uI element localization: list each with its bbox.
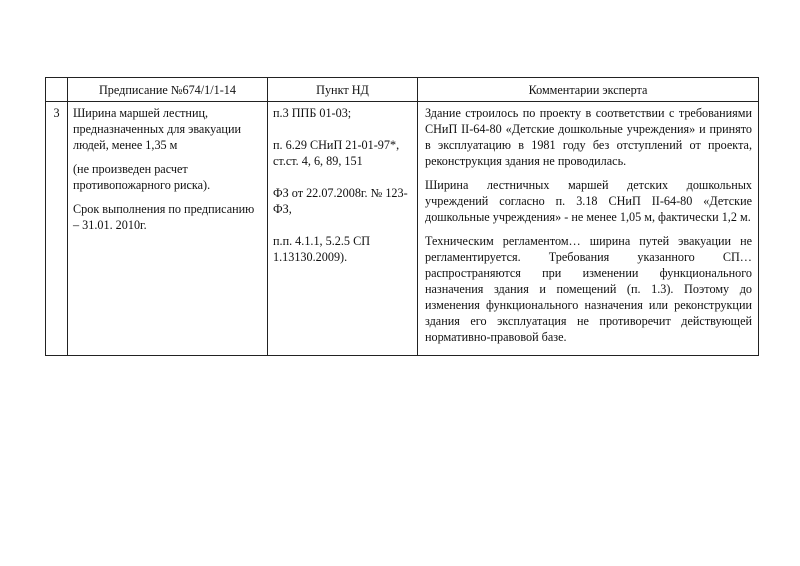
expert-review-table: [45, 77, 759, 356]
requirement-deadline: Срок выполнения по предписанию – 31.01. 2010г.: [73, 202, 255, 232]
requirement-note: (не произведен расчет противопожарного риска).: [73, 162, 211, 192]
requirement-cell: [68, 102, 268, 356]
comment-paragraph: Здание строилось по проекту в соответствии с требованиями СНиП II-64-80 «Детские дошкольные учреждения» и принято в эксплуатацию в 1981 году без отступлений от проекта, реконструкция здания не проводилась.: [425, 106, 752, 168]
comment-paragraph: Ширина лестничных маршей детских дошкольных учреждений согласно п. 3.18 СНиП II-64-80 «Детские дошкольные учреждения» - не менее 1,05 м, фактически 1,2 м.: [425, 178, 752, 224]
comment-paragraph: Техническим регламентом… ширина путей эвакуации не регламентируется. Требования указанного СП… распространяются при изменении функционального назначения здания и помещений (п. 1.3). Поэтому до изменения функционального назначения или реконструкции здания его эксплуатация не противоречит действующей нормативно-правовой базе.: [425, 234, 752, 344]
header-norm-clause: Пункт НД: [268, 78, 418, 102]
norm-item: п.п. 4.1.1, 5.2.5 СП 1.13130.2009).: [273, 234, 371, 264]
norm-item: п. 6.29 СНиП 21-01-97*, ст.ст. 4, 6, 89, 151: [273, 138, 400, 168]
header-expert-comments: Комментарии эксперта: [418, 78, 759, 102]
requirement-text: Ширина маршей лестниц, предназначенных для эвакуации людей, менее 1,35 м: [73, 106, 241, 152]
table-row: [46, 102, 759, 356]
header-number: [46, 78, 68, 102]
header-prescription: Предписание №674/1/1-14: [68, 78, 268, 102]
norm-item: п.3 ППБ 01-03;: [273, 106, 352, 120]
norm-item: ФЗ от 22.07.2008г. № 123-ФЗ,: [273, 186, 408, 216]
norms-cell: [268, 102, 418, 356]
comments-cell: [418, 102, 759, 356]
table-header-row: [46, 78, 759, 102]
row-number: 3: [46, 102, 68, 356]
